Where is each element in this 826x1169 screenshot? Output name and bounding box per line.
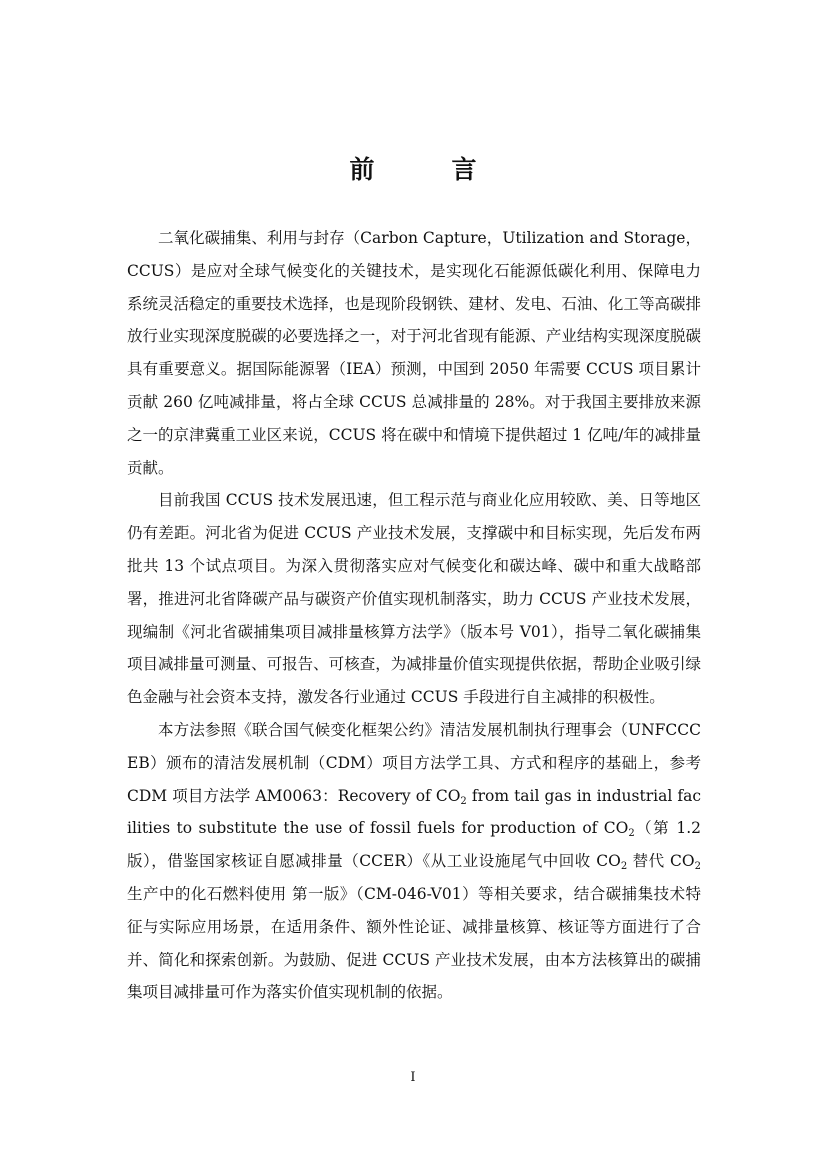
paragraph-2 — [127, 484, 701, 714]
subscript-2: 2 — [620, 861, 628, 873]
page-number: I — [410, 1070, 416, 1085]
page-title: 前 言 — [349, 155, 503, 184]
subscript-2: 2 — [694, 861, 701, 873]
paragraph-3-text-5: 生产中的化石燃料使用 第一版》（CM-046-V01）等相关要求，结合碳捕集技术特征与实际应用场景，在适用条件、额外性论证、减排量核算、核证等方面进行了合并、简化和探索创新。为鼓励、促进 CCUS 产业技术发展，由本方法核算出的碳捕集项目减排量可作为落实价值实现机制的依据。 — [127, 884, 701, 1002]
paragraph-3-text-2: from tail gas in industrial facilities to substitute the use of fossil fuels for production of CO — [127, 786, 701, 838]
paragraph-2-text: 目前我国 CCUS 技术发展迅速，但工程示范与商业化应用较欧、美、日等地区仍有差距。河北省为促进 CCUS 产业技术发展，支撑碳中和目标实现，先后发布两批共 13 个试点项目。为深入贯彻落实应对气候变化和碳达峰、碳中和重大战略部署，推进河北省降碳产品与碳资产价值实现机制落实，助力 CCUS 产业技术发展，现编制《河北省碳捕集项目减排量核算方法学》（版本号 V01），指导二氧化碳捕集项目减排量可测量、可报告、可核查，为减排量价值实现提供依据，帮助企业吸引绿色金融与社会资本支持，激发各行业通过 CCUS 手段进行自主减排的积极性。 — [127, 491, 701, 707]
preface-body — [127, 222, 701, 1009]
paragraph-3-text-3: （第 1.2 版），借鉴国家核证自愿减排量（CCER）《从工业设施尾气中回收 CO — [127, 819, 701, 871]
paragraph-1-text: 二氧化碳捕集、利用与封存（Carbon Capture，Utilization and Storage，CCUS）是应对全球气候变化的关键技术，是实现化石能源低碳化利用、保障电力系统灵活稳定的重要技术选择，也是现阶段钢铁、建材、发电、石油、化工等高碳排放行业实现深度脱碳的必要选择之一，对于河北省现有能源、产业结构实现深度脱碳具有重要意义。据国际能源署（IEA）预测，中国到 2050 年需要 CCUS 项目累计贡献 260 亿吨减排量，将占全球 CCUS 总减排量的 28%。对于我国主要排放来源之一的京津冀重工业区来说，CCUS 将在碳中和情境下提供超过 1 亿吨/年的减排量贡献。 — [127, 229, 701, 477]
paragraph-3 — [127, 714, 701, 1009]
paragraph-1 — [127, 222, 701, 484]
subscript-2: 2 — [460, 795, 467, 807]
paragraph-3-text-1: 本方法参照《联合国气候变化框架公约》清洁发展机制执行理事会（UNFCCC EB）颁布的清洁发展机制（CDM）项目方法学工具、方式和程序的基础上，参考 CDM 项目方法学 AM0063：Recovery of CO — [127, 720, 701, 805]
paragraph-3-text-4: 替代 CO — [627, 852, 695, 871]
subscript-2: 2 — [628, 828, 635, 840]
